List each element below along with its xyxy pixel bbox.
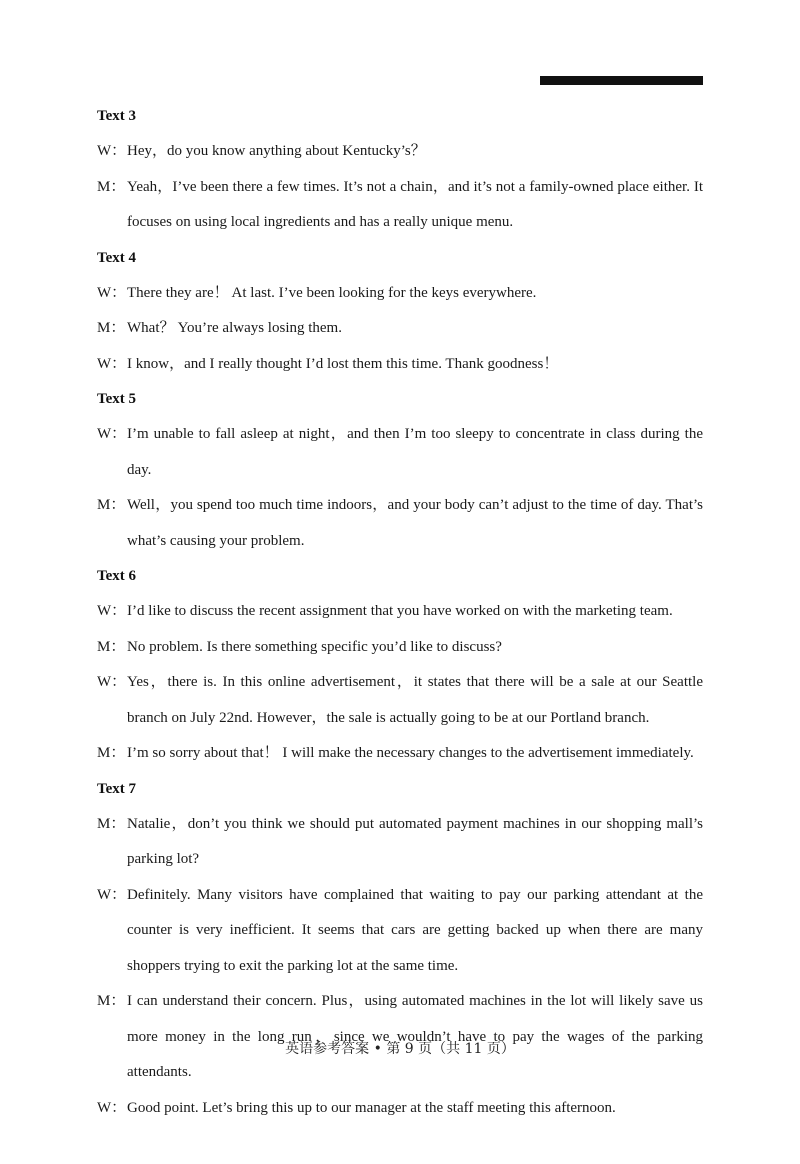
page-footer: 英语参考答案 • 第 9 页（共 11 页） — [285, 1041, 515, 1057]
section-title: Text 6 — [97, 568, 137, 584]
dialogue-text: Natalie，don’t you think we should put automated payment machines in our shopping mall’s parking lot? — [127, 815, 703, 867]
dialogue-text: Well，you spend too much time indoors，and your body can’t adjust to the time of day. That’s what’s causing your problem. — [127, 497, 703, 549]
section-text-5 — [97, 382, 703, 559]
section-title: Text 7 — [97, 780, 137, 797]
dialogue-text: Definitely. Many visitors have complained that waiting to pay our parking attendant at the counter is very inefficient. It seems that cars are getting backed up when there are many shoppers trying to exit the parking lot at the same time. — [127, 886, 703, 974]
dialogue-turn — [97, 488, 703, 559]
dialogue-turn — [97, 1091, 703, 1127]
dialogue-turn — [97, 417, 703, 488]
section-title: Text 4 — [97, 249, 137, 266]
speaker-label: W： — [97, 603, 127, 619]
dialogue-text: I’m so sorry about that！ I will make the necessary changes to the advertisement immediately. — [127, 745, 694, 761]
dialogue-turn — [97, 594, 703, 630]
dialogue-turn — [97, 347, 703, 383]
speaker-label: W： — [97, 284, 127, 301]
dialogue-turn — [97, 276, 703, 312]
dialogue-text: No problem. Is there something specific you’d like to discuss? — [127, 638, 502, 655]
dialogue-text: Yeah，I’ve been there a few times. It’s not a chain，and it’s not a family-owned place either. It focuses on using local ingredients and has a really unique menu. — [127, 178, 703, 230]
speaker-label: M： — [97, 320, 126, 336]
speaker-label: W： — [97, 426, 127, 442]
document-body — [97, 99, 703, 1126]
speaker-label: M： — [97, 638, 126, 655]
dialogue-turn — [97, 736, 703, 772]
section-text-3 — [97, 99, 703, 241]
speaker-label: W： — [97, 674, 127, 690]
section-title: Text 5 — [97, 391, 137, 407]
speaker-label: W： — [97, 1099, 127, 1116]
dialogue-turn — [97, 878, 703, 985]
speaker-label: W： — [97, 143, 127, 159]
section-text-4 — [97, 241, 703, 383]
dialogue-text: I’m unable to fall asleep at night，and then I’m too sleepy to concentrate in class during the day. — [127, 426, 703, 478]
speaker-label: M： — [97, 497, 126, 513]
speaker-label: M： — [97, 745, 126, 761]
dialogue-turn — [97, 134, 703, 170]
dialogue-text: Yes，there is. In this online advertisement，it states that there will be a sale at our Seattle branch on July 22nd. However，the sale is actually going to be at our Portland branch. — [127, 674, 703, 726]
speaker-label: M： — [97, 815, 126, 832]
dialogue-text: Good point. Let’s bring this up to our manager at the staff meeting this afternoon. — [127, 1099, 616, 1116]
dialogue-text: I’d like to discuss the recent assignment that you have worked on with the marketing team. — [127, 603, 673, 619]
dialogue-text: Hey，do you know anything about Kentucky’s？ — [127, 143, 426, 159]
speaker-label: W： — [97, 355, 127, 372]
dialogue-text: I know，and I really thought I’d lost them this time. Thank goodness！ — [127, 355, 559, 372]
section-text-6 — [97, 559, 703, 772]
dialogue-text: What？ You’re always losing them. — [127, 320, 342, 336]
dialogue-turn — [97, 311, 703, 347]
speaker-label: M： — [97, 178, 126, 195]
dialogue-text: There they are！ At last. I’ve been looking for the keys everywhere. — [127, 284, 537, 301]
dialogue-turn — [97, 630, 703, 666]
header-bar — [540, 76, 703, 85]
section-title: Text 3 — [97, 108, 137, 124]
dialogue-turn — [97, 170, 703, 241]
dialogue-turn — [97, 665, 703, 736]
dialogue-text: I can understand their concern. Plus，using automated machines in the lot will likely save us more money in the long run，since we wouldn’t have to pay the wages of the parking attendants. — [127, 993, 703, 1080]
speaker-label: M： — [97, 993, 126, 1009]
dialogue-turn — [97, 807, 703, 878]
speaker-label: W： — [97, 886, 127, 903]
section-text-7 — [97, 772, 703, 1127]
